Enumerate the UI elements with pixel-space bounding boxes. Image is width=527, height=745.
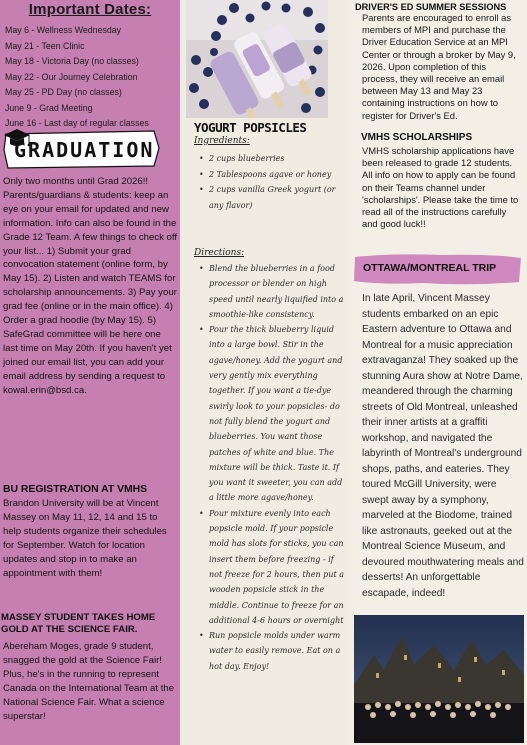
- group-photo: [354, 615, 524, 743]
- directions-list: [199, 261, 349, 674]
- list-item: • 2 Tablespoons agave or honey: [199, 167, 349, 183]
- list-item: May 25 - PD Day (no classes): [5, 87, 122, 97]
- ingredients-list: [199, 151, 349, 213]
- list-item: • Pour mixture evenly into each popsicle mold. If your popsicle mold has slots for sticks, you can insert them before freezing - if not freeze for 2 hours, then put a wooden popsicle stick in the middle. Continue to freeze for an additional 4-6 hours or overnight: [199, 506, 349, 628]
- graduation-text: Only two months until Grad 2026!! Parents/guardians & students: keep an eye on your email for updated and new information. Info can also be found in the Grade 12 Team. A few things to check off your list... 1) Submit your grad convocation statement (online form, by May 15). 2) Listen and watch TEAMS for scholarship announcements. 3) Pay your grad fee (online or in the main office). 4) Order a grad hoodie (by May 15). 5) SafeGrad committee will be here one last time on May 20th. If you haven't yet joined our email list, you can add your email address by sending a request to kowal.erin@bsd.ca.: [3, 176, 178, 396]
- list-item: May 18 - Victoria Day (no classes): [5, 56, 139, 66]
- list-item: May 21 - Teen Clinic: [5, 40, 85, 51]
- list-item: June 16 - Last day of regular classes: [5, 118, 149, 128]
- list-item: • 2 cups vanilla Greek yogurt (or any flavor): [199, 182, 349, 213]
- ottawa-trip-heading: OTTAWA/MONTREAL TRIP: [363, 262, 497, 274]
- science-fair-text: Abereham Moges, grade 9 student, snagged the gold at the Science Fair! Plus, he's in the running to represent Canada on the International Team at the National Science Fair. What a science superstar!: [3, 641, 175, 722]
- recipe-title: YOGURT POPSICLES: [194, 120, 307, 135]
- drivers-ed-text: Parents are encouraged to enroll as members of MPI and purchase the Driver Education Service at an MPI Center or through a broker by May 9, 2026. Upon completion of this process, they will receive an email between May 13 and May 23 containing instructions on how to register for Driver's Ed.: [362, 12, 516, 121]
- bu-registration-heading: BU REGISTRATION AT VMHS: [3, 484, 148, 495]
- important-dates-list: [5, 23, 149, 132]
- list-item: June 9 - Grad Meeting: [5, 102, 93, 113]
- ottawa-trip-text: In late April, Vincent Massey students embarked on an epic Eastern adventure to Ottawa and Montreal for a music appreciation extravaganza! They soaked up the stunning Aura show at Notre Dame, meandered through the charming streets of Old Montreal, unleashed their inner artists at a graffiti workshop, and navigated the labyrinth of Montreal's underground shops, paths, and eateries. They toured McGill University, were swept away by a symphony, marveled at the Biodome, trained like astronauts, geeked out at the Montreal Science Museum, and devoured mouthwatering meals and desserts! An unforgettable escapade, indeed!: [362, 293, 524, 599]
- scholarships-heading: VMHS SCHOLARSHIPS: [361, 132, 473, 143]
- list-item: • 2 cups blueberries: [199, 151, 349, 167]
- graduation-title: GRADUATION: [14, 138, 155, 162]
- bu-registration-text: Brandon University will be at Vincent Massey on May 11, 12, 14 and 15 to help students organize their schedules for September. Watch for location updates and stop in to make an appointment with them!: [3, 498, 167, 579]
- list-item: May 22 - Our Journey Celebration: [5, 71, 138, 82]
- scholarships-text: VMHS scholarship applications have been released to grade 12 students. All info on how to apply can be found on their Teams channel under 'scholarships'. Please take the time to read all of the instructions carefully and good luck!!: [362, 145, 519, 230]
- science-fair-heading: MASSEY STUDENT TAKES HOME GOLD AT THE SCIENCE FAIR.: [1, 612, 156, 635]
- list-item: • Run popsicle molds under warm water to easily remove. Eat on a hot day. Enjoy!: [199, 628, 349, 674]
- list-item: • Pour the thick blueberry liquid into a large bowl. Stir in the agave/honey. Add the yogurt and very gently mix everything together. If you want a tie-dye swirly look to your popsicles- do not fully blend the yogurt and blueberries. You want those patches of white and blue. The mixture will be thick. Taste it. If you want it sweeter, you can add a little more agave/honey.: [199, 322, 349, 506]
- list-item: May 6 - Wellness Wednesday: [5, 25, 122, 35]
- ingredients-label: Ingredients:: [194, 136, 250, 146]
- drivers-ed-heading: DRIVER'S ED SUMMER SESSIONS: [355, 2, 507, 12]
- important-dates-title: Important Dates:: [28, 1, 152, 18]
- directions-label: Directions:: [194, 248, 245, 258]
- list-item: • Blend the blueberries in a food processor or blender on high speed until nearly liquified into a smoothie-like consistency.: [199, 261, 349, 322]
- popsicle-photo: [186, 0, 328, 118]
